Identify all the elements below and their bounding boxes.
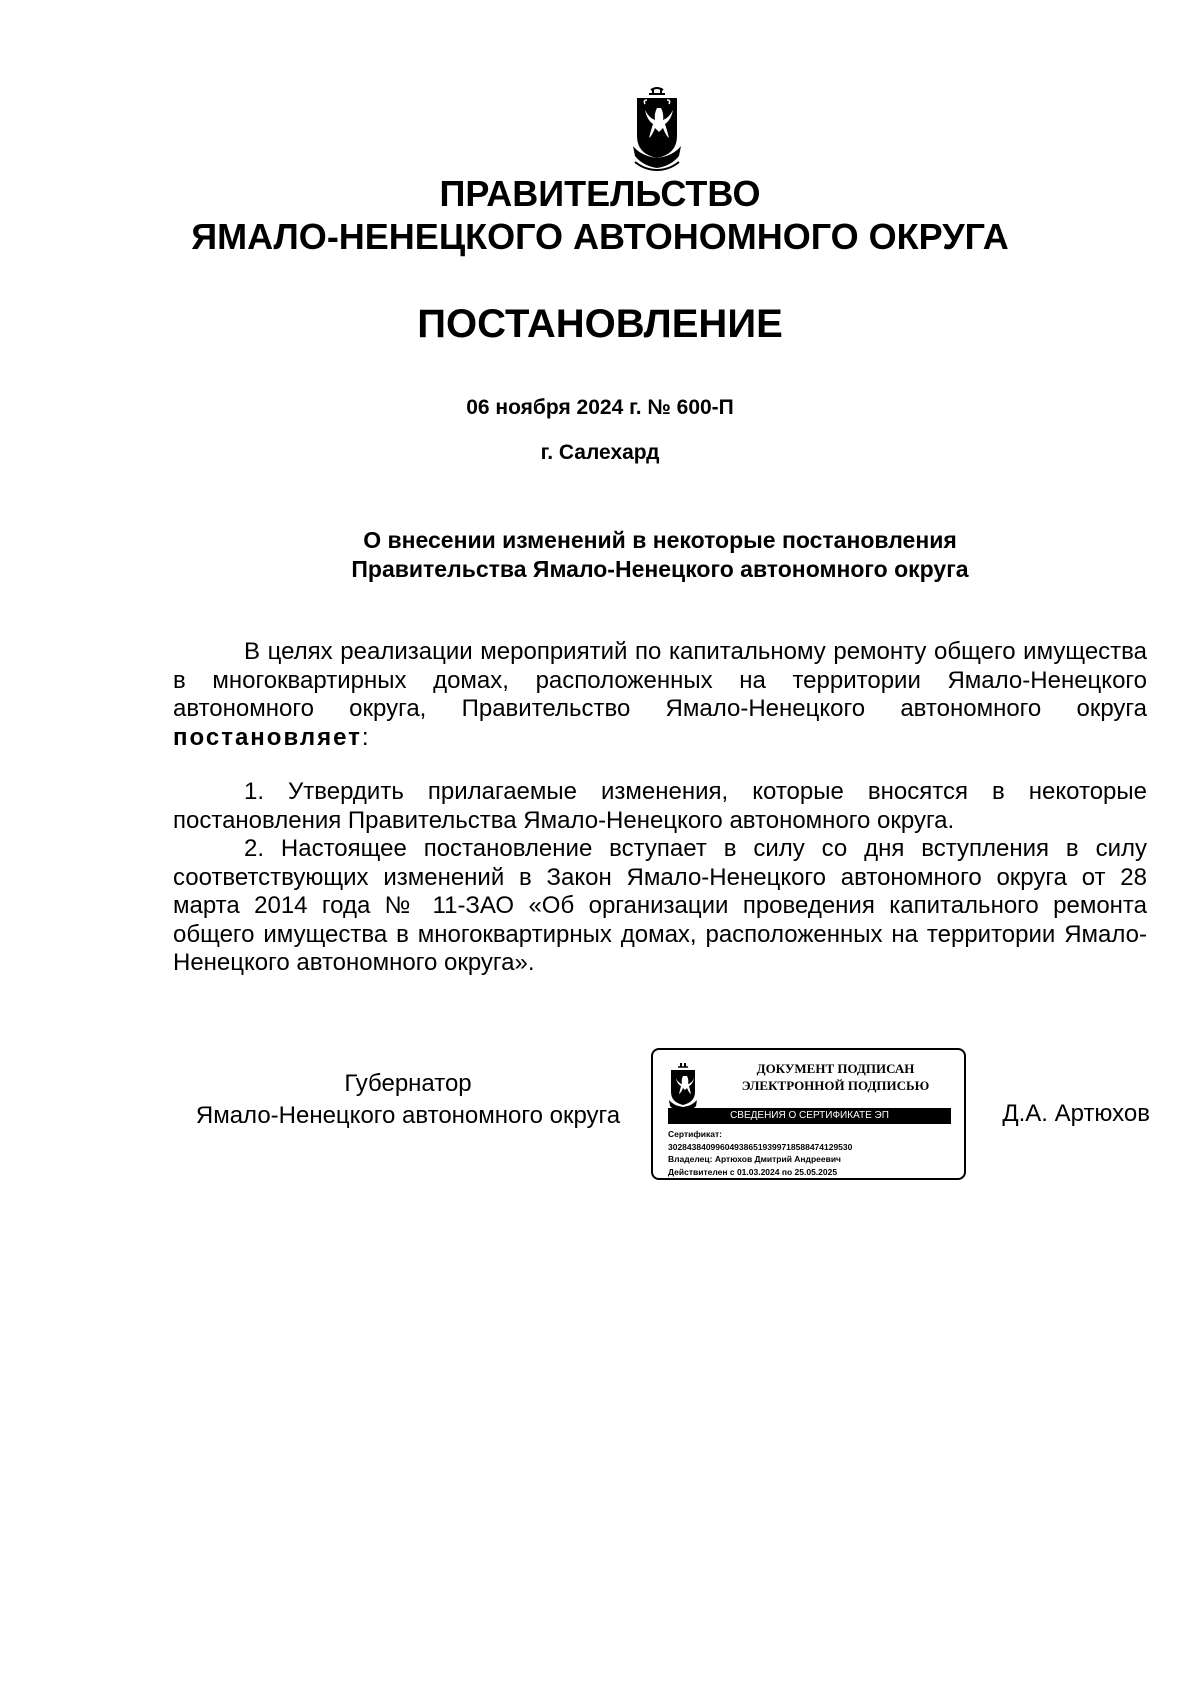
stamp-owner: Владелец: Артюхов Дмитрий Андреевич [668,1154,841,1164]
signatory-position [173,1068,643,1132]
signatory-name: Д.А. Артюхов [1002,1100,1150,1127]
document-city: г. Салехард [540,441,660,464]
coat-of-arms-icon [668,1062,698,1114]
resolves-word: постановляет [173,723,362,751]
stamp-title [713,1060,958,1094]
signatory-position-line2: Ямало-Ненецкого автономного округа [195,1102,621,1129]
stamp-title-line2: ЭЛЕКТРОННОЙ ПОДПИСЬЮ [741,1078,930,1093]
electronic-signature-stamp [651,1048,966,1180]
subject-line1: О внесении изменений в некоторые постановления [363,527,957,553]
government-heading-line1: ПРАВИТЕЛЬСТВО [439,173,761,214]
government-heading [0,172,1200,258]
coat-of-arms-icon [631,86,683,172]
item-1: 1. Утвердить прилагаемые изменения, которые вносятся в некоторые постановления Правительства Ямало-Ненецкого автономного округа. [173,778,1147,834]
item-2: 2. Настоящее постановление вступает в силу со дня вступления в силу соответствующих изменений в Закон Ямало-Ненецкого автономного округа от 28 марта 2014 года № 11-ЗАО «Об организации проведения капитального ремонта общего имущества в многоквартирных домах, расположенных на территории Ямало-Ненецкого автономного округа». [173,835,1147,976]
stamp-cert-number: 302843840996049386519399718588474129530 [668,1141,853,1152]
preamble-colon: : [361,723,369,751]
stamp-certificate-details [668,1128,958,1178]
preamble-paragraph [173,638,1147,752]
stamp-certificate-bar: СВЕДЕНИЯ О СЕРТИФИКАТЕ ЭП [668,1108,951,1124]
stamp-title-line1: ДОКУМЕНТ ПОДПИСАН [756,1061,915,1076]
document-type: ПОСТАНОВЛЕНИЕ [417,302,783,346]
document-subject [300,526,1020,584]
items-block [173,778,1147,978]
stamp-validity: Действителен с 01.03.2024 по 25.05.2025 [668,1166,838,1177]
preamble-text: В целях реализации мероприятий по капитальному ремонту общего имущества в многоквартирных домах, расположенных на территории Ямало-Ненецкого автономного округа, Правительство Ямало-Ненецкого автономного округа [173,638,1147,722]
document-number: 06 ноября 2024 г. № 600-П [466,396,734,419]
stamp-cert-label: Сертификат: [668,1129,722,1139]
government-heading-line2: ЯМАЛО-НЕНЕЦКОГО АВТОНОМНОГО ОКРУГА [191,216,1009,257]
signatory-position-line1: Губернатор [344,1070,472,1097]
subject-line2: Правительства Ямало-Ненецкого автономного округа [351,556,969,582]
